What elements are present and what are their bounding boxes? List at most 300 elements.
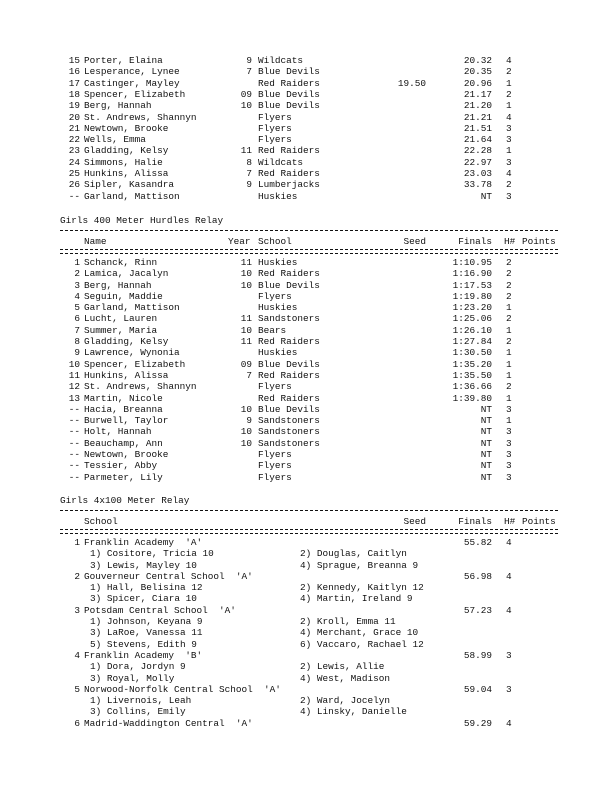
place-cell: 6 bbox=[74, 313, 80, 325]
relay-members-row bbox=[0, 695, 612, 706]
heat-cell: 4 bbox=[506, 55, 512, 66]
finals-cell: 1:26.10 bbox=[452, 324, 492, 336]
header-finals: Finals bbox=[458, 235, 492, 247]
relay-member: 3) Royal, Molly bbox=[90, 672, 175, 684]
heat-cell: 3 bbox=[506, 683, 512, 695]
school-cell: Red Raiders bbox=[258, 77, 320, 89]
athlete-name-cell: Lucht, Lauren bbox=[84, 313, 158, 325]
athlete-name-cell: Parmeter, Lily bbox=[84, 471, 163, 483]
place-cell: 13 bbox=[68, 392, 80, 404]
relay-team-row bbox=[0, 537, 612, 548]
header-points: Points bbox=[522, 235, 556, 247]
year-cell: 11 bbox=[240, 256, 252, 268]
result-row bbox=[0, 78, 612, 89]
heat-cell: 3 bbox=[506, 122, 512, 134]
relay-member: 1) Livernois, Leah bbox=[90, 695, 192, 707]
year-cell: 10 bbox=[240, 279, 252, 291]
place-cell: 10 bbox=[68, 358, 80, 370]
place-cell: 12 bbox=[68, 381, 80, 393]
year-cell: 10 bbox=[240, 100, 252, 112]
result-row bbox=[0, 134, 612, 145]
year-cell: 9 bbox=[246, 415, 252, 427]
place-cell: 20 bbox=[68, 111, 80, 123]
relay-member: 4) West, Madison bbox=[300, 672, 391, 684]
relay-members-row bbox=[0, 627, 612, 638]
athlete-name-cell: Spencer, Elizabeth bbox=[84, 88, 186, 100]
athlete-name-cell: Holt, Hannah bbox=[84, 426, 152, 438]
school-cell: Red Raiders bbox=[258, 336, 320, 347]
heat-cell: 2 bbox=[506, 66, 512, 78]
finals-cell: NT bbox=[480, 449, 492, 460]
year-cell: 09 bbox=[240, 358, 252, 370]
heat-cell: 3 bbox=[506, 437, 512, 449]
relay-member: 3) Spicer, Ciara 10 bbox=[90, 593, 197, 605]
athlete-name-cell: Lawrence, Wynonia bbox=[84, 347, 180, 359]
finals-cell: 21.51 bbox=[463, 122, 492, 134]
heat-cell: 3 bbox=[506, 649, 512, 661]
relay-member: 3) Collins, Emily bbox=[90, 706, 186, 718]
header-heat: H# bbox=[504, 515, 516, 527]
relay-members-row bbox=[0, 706, 612, 717]
school-cell: Flyers bbox=[258, 449, 292, 460]
heat-cell: 3 bbox=[506, 426, 512, 438]
school-cell: Wildcats bbox=[258, 55, 304, 66]
header-rule-top bbox=[60, 510, 558, 511]
heat-cell: 1 bbox=[506, 392, 512, 404]
header-finals: Finals bbox=[458, 515, 492, 527]
school-cell: Flyers bbox=[258, 290, 292, 302]
result-row bbox=[0, 100, 612, 111]
school-cell: Red Raiders bbox=[258, 392, 320, 404]
athlete-name-cell: St. Andrews, Shannyn bbox=[84, 111, 197, 123]
school-cell: Blue Devils bbox=[258, 100, 320, 112]
place-cell: 25 bbox=[68, 168, 80, 179]
heat-cell: 3 bbox=[506, 190, 512, 202]
header-school: School bbox=[84, 515, 118, 527]
school-cell: Huskies bbox=[258, 256, 298, 268]
school-cell: Sandstoners bbox=[258, 426, 320, 438]
school-cell: Blue Devils bbox=[258, 403, 320, 415]
place-cell: -- bbox=[68, 415, 80, 427]
relay-member: 1) Hall, Belisina 12 bbox=[90, 582, 203, 594]
header-rule-top bbox=[60, 230, 558, 231]
result-row bbox=[0, 325, 612, 336]
school-cell: Flyers bbox=[258, 471, 292, 483]
relay-member: 4) Martin, Ireland 9 bbox=[300, 593, 413, 605]
result-row bbox=[0, 268, 612, 279]
heat-cell: 3 bbox=[506, 156, 512, 168]
relay-member: 2) Lewis, Allie bbox=[300, 661, 385, 673]
place-cell: 26 bbox=[68, 179, 80, 191]
relay-member: 5) Stevens, Edith 9 bbox=[90, 638, 197, 650]
finals-cell: 55.82 bbox=[463, 536, 492, 548]
result-row bbox=[0, 381, 612, 392]
place-cell: -- bbox=[68, 403, 80, 415]
heat-cell: 2 bbox=[506, 268, 512, 280]
result-row bbox=[0, 179, 612, 190]
finals-cell: 21.21 bbox=[463, 111, 492, 123]
relay-member: 1) Cositore, Tricia 10 bbox=[90, 548, 214, 560]
event-title: Girls 4x100 Meter Relay bbox=[60, 494, 190, 506]
finals-cell: 22.97 bbox=[463, 156, 492, 168]
athlete-name-cell: Castinger, Mayley bbox=[84, 77, 180, 89]
relay-member: 2) Douglas, Caitlyn bbox=[300, 548, 407, 560]
athlete-name-cell: Beauchamp, Ann bbox=[84, 437, 163, 449]
heat-cell: 1 bbox=[506, 415, 512, 427]
heat-cell: 4 bbox=[506, 111, 512, 123]
year-cell: 7 bbox=[246, 168, 252, 179]
finals-cell: NT bbox=[480, 403, 492, 415]
heat-cell: 2 bbox=[506, 313, 512, 325]
relay-team-name: Gouverneur Central School 'A' bbox=[84, 570, 253, 582]
column-header-row bbox=[0, 516, 612, 527]
school-cell: Huskies bbox=[258, 190, 298, 202]
place-cell: 15 bbox=[68, 55, 80, 66]
relay-team-row bbox=[0, 684, 612, 695]
finals-cell: 20.96 bbox=[463, 77, 492, 89]
place-cell: -- bbox=[68, 460, 80, 472]
relay-member: 2) Kroll, Emma 11 bbox=[300, 616, 396, 627]
heat-cell: 4 bbox=[506, 570, 512, 582]
header-name: Name bbox=[84, 235, 107, 247]
result-row bbox=[0, 460, 612, 471]
result-row bbox=[0, 415, 612, 426]
athlete-name-cell: Tessier, Abby bbox=[84, 460, 158, 472]
year-cell: 10 bbox=[240, 324, 252, 336]
finals-cell: 20.32 bbox=[463, 55, 492, 66]
athlete-name-cell: Berg, Hannah bbox=[84, 279, 152, 291]
heat-cell: 1 bbox=[506, 369, 512, 381]
school-cell: Flyers bbox=[258, 381, 292, 393]
result-row bbox=[0, 89, 612, 100]
header-school: School bbox=[258, 235, 292, 247]
athlete-name-cell: Gladding, Kelsy bbox=[84, 336, 169, 347]
heat-cell: 3 bbox=[506, 449, 512, 460]
result-row bbox=[0, 66, 612, 77]
header-points: Points bbox=[522, 515, 556, 527]
place-cell: -- bbox=[68, 471, 80, 483]
header-rule-bottom bbox=[60, 529, 558, 534]
result-row bbox=[0, 280, 612, 291]
place-cell: 19 bbox=[68, 100, 80, 112]
column-header-row bbox=[0, 236, 612, 247]
header-seed: Seed bbox=[403, 235, 426, 247]
place-cell: -- bbox=[68, 449, 80, 460]
athlete-name-cell: Martin, Nicole bbox=[84, 392, 163, 404]
header-heat: H# bbox=[504, 235, 516, 247]
heat-cell: 2 bbox=[506, 290, 512, 302]
place-cell: 22 bbox=[68, 134, 80, 146]
heat-cell: 3 bbox=[506, 471, 512, 483]
year-cell: 11 bbox=[240, 336, 252, 347]
year-cell: 7 bbox=[246, 66, 252, 78]
heat-cell: 4 bbox=[506, 168, 512, 179]
finals-cell: 33.78 bbox=[463, 179, 492, 191]
relay-team-row bbox=[0, 650, 612, 661]
finals-cell: NT bbox=[480, 426, 492, 438]
relay-members-row bbox=[0, 548, 612, 559]
school-cell: Wildcats bbox=[258, 156, 304, 168]
school-cell: Blue Devils bbox=[258, 66, 320, 78]
heat-cell: 4 bbox=[506, 717, 512, 729]
year-cell: 9 bbox=[246, 179, 252, 191]
heat-cell: 2 bbox=[506, 179, 512, 191]
school-cell: Red Raiders bbox=[258, 145, 320, 157]
athlete-name-cell: Gladding, Kelsy bbox=[84, 145, 169, 157]
heat-cell: 3 bbox=[506, 134, 512, 146]
finals-cell: 22.28 bbox=[463, 145, 492, 157]
place-cell: 23 bbox=[68, 145, 80, 157]
place-cell: 16 bbox=[68, 66, 80, 78]
finals-cell: 1:25.06 bbox=[452, 313, 492, 325]
finals-cell: 23.03 bbox=[463, 168, 492, 179]
athlete-name-cell: Hacia, Breanna bbox=[84, 403, 163, 415]
heat-cell: 2 bbox=[506, 256, 512, 268]
place-cell: 18 bbox=[68, 88, 80, 100]
place-cell: 4 bbox=[74, 290, 80, 302]
place-cell: 2 bbox=[74, 268, 80, 280]
finals-cell: 56.98 bbox=[463, 570, 492, 582]
result-row bbox=[0, 404, 612, 415]
relay-members-row bbox=[0, 639, 612, 650]
place-cell: 1 bbox=[74, 256, 80, 268]
place-cell: 4 bbox=[74, 649, 80, 661]
school-cell: Flyers bbox=[258, 460, 292, 472]
result-row bbox=[0, 449, 612, 460]
finals-cell: 21.64 bbox=[463, 134, 492, 146]
finals-cell: 21.20 bbox=[463, 100, 492, 112]
relay-member: 3) Lewis, Mayley 10 bbox=[90, 559, 197, 571]
relay-member: 1) Dora, Jordyn 9 bbox=[90, 661, 186, 673]
school-cell: Flyers bbox=[258, 134, 292, 146]
finals-cell: 21.17 bbox=[463, 88, 492, 100]
relay-members-row bbox=[0, 673, 612, 684]
result-row bbox=[0, 291, 612, 302]
athlete-name-cell: Newtown, Brooke bbox=[84, 449, 169, 460]
relay-member: 4) Sprague, Breanna 9 bbox=[300, 559, 419, 571]
result-row bbox=[0, 438, 612, 449]
finals-cell: 59.04 bbox=[463, 683, 492, 695]
place-cell: 21 bbox=[68, 122, 80, 134]
relay-team-name: Potsdam Central School 'A' bbox=[84, 604, 236, 616]
athlete-name-cell: Lamica, Jacalyn bbox=[84, 268, 169, 280]
athlete-name-cell: St. Andrews, Shannyn bbox=[84, 381, 197, 393]
result-row bbox=[0, 347, 612, 358]
relay-member: 3) LaRoe, Vanessa 11 bbox=[90, 627, 203, 639]
place-cell: 2 bbox=[74, 570, 80, 582]
heat-cell: 1 bbox=[506, 100, 512, 112]
heat-cell: 1 bbox=[506, 302, 512, 314]
relay-team-name: Franklin Academy 'A' bbox=[84, 536, 203, 548]
heat-cell: 1 bbox=[506, 145, 512, 157]
place-cell: -- bbox=[68, 437, 80, 449]
school-cell: Red Raiders bbox=[258, 369, 320, 381]
athlete-name-cell: Hunkins, Alissa bbox=[84, 168, 169, 179]
relay-team-name: Norwood-Norfolk Central School 'A' bbox=[84, 683, 281, 695]
year-cell: 10 bbox=[240, 426, 252, 438]
relay-member: 4) Linsky, Danielle bbox=[300, 706, 407, 718]
place-cell: 6 bbox=[74, 717, 80, 729]
place-cell: 9 bbox=[74, 347, 80, 359]
year-cell: 09 bbox=[240, 88, 252, 100]
heat-cell: 3 bbox=[506, 403, 512, 415]
result-row bbox=[0, 370, 612, 381]
seed-cell: 19.50 bbox=[397, 77, 426, 89]
finals-cell: 20.35 bbox=[463, 66, 492, 78]
place-cell: 24 bbox=[68, 156, 80, 168]
year-cell: 11 bbox=[240, 145, 252, 157]
athlete-name-cell: Hunkins, Alissa bbox=[84, 369, 169, 381]
relay-team-name: Franklin Academy 'B' bbox=[84, 649, 203, 661]
finals-cell: 59.29 bbox=[463, 717, 492, 729]
relay-members-row bbox=[0, 661, 612, 672]
relay-members-row bbox=[0, 616, 612, 627]
result-row bbox=[0, 55, 612, 66]
school-cell: Blue Devils bbox=[258, 88, 320, 100]
heat-cell: 2 bbox=[506, 381, 512, 393]
result-row bbox=[0, 157, 612, 168]
finals-cell: 1:30.50 bbox=[452, 347, 492, 359]
place-cell: 8 bbox=[74, 336, 80, 347]
relay-members-row bbox=[0, 582, 612, 593]
relay-team-row bbox=[0, 605, 612, 616]
result-row bbox=[0, 123, 612, 134]
heat-cell: 1 bbox=[506, 324, 512, 336]
result-row bbox=[0, 393, 612, 404]
athlete-name-cell: Sipler, Kasandra bbox=[84, 179, 175, 191]
heat-cell: 2 bbox=[506, 336, 512, 347]
athlete-name-cell: Garland, Mattison bbox=[84, 302, 180, 314]
heat-cell: 1 bbox=[506, 347, 512, 359]
result-row bbox=[0, 426, 612, 437]
school-cell: Huskies bbox=[258, 302, 298, 314]
event-title: Girls 400 Meter Hurdles Relay bbox=[60, 214, 224, 226]
finals-cell: 1:27.84 bbox=[452, 336, 492, 347]
finals-cell: 1:35.20 bbox=[452, 358, 492, 370]
place-cell: -- bbox=[68, 426, 80, 438]
year-cell: 10 bbox=[240, 437, 252, 449]
finals-cell: 1:19.80 bbox=[452, 290, 492, 302]
athlete-name-cell: Wells, Emma bbox=[84, 134, 146, 146]
relay-member: 1) Johnson, Keyana 9 bbox=[90, 616, 203, 627]
finals-cell: 1:36.66 bbox=[452, 381, 492, 393]
place-cell: -- bbox=[68, 190, 80, 202]
result-row bbox=[0, 168, 612, 179]
school-cell: Blue Devils bbox=[258, 358, 320, 370]
heat-cell: 4 bbox=[506, 604, 512, 616]
header-seed: Seed bbox=[403, 515, 426, 527]
relay-team-name: Madrid-Waddington Central 'A' bbox=[84, 717, 253, 729]
result-row bbox=[0, 302, 612, 313]
place-cell: 11 bbox=[68, 369, 80, 381]
finals-cell: 58.99 bbox=[463, 649, 492, 661]
finals-cell: NT bbox=[480, 460, 492, 472]
athlete-name-cell: Garland, Mattison bbox=[84, 190, 180, 202]
relay-member: 6) Vaccaro, Rachael 12 bbox=[300, 638, 424, 650]
school-cell: Sandstoners bbox=[258, 437, 320, 449]
athlete-name-cell: Seguin, Maddie bbox=[84, 290, 163, 302]
heat-cell: 1 bbox=[506, 358, 512, 370]
school-cell: Red Raiders bbox=[258, 168, 320, 179]
place-cell: 17 bbox=[68, 77, 80, 89]
school-cell: Flyers bbox=[258, 122, 292, 134]
athlete-name-cell: Spencer, Elizabeth bbox=[84, 358, 186, 370]
result-row bbox=[0, 472, 612, 483]
finals-cell: 1:10.95 bbox=[452, 256, 492, 268]
athlete-name-cell: Berg, Hannah bbox=[84, 100, 152, 112]
athlete-name-cell: Simmons, Halie bbox=[84, 156, 163, 168]
place-cell: 7 bbox=[74, 324, 80, 336]
place-cell: 3 bbox=[74, 604, 80, 616]
header-rule-bottom bbox=[60, 249, 558, 254]
finals-cell: NT bbox=[480, 437, 492, 449]
year-cell: 9 bbox=[246, 55, 252, 66]
heat-cell: 3 bbox=[506, 460, 512, 472]
school-cell: Blue Devils bbox=[258, 279, 320, 291]
school-cell: Flyers bbox=[258, 111, 292, 123]
place-cell: 1 bbox=[74, 536, 80, 548]
athlete-name-cell: Porter, Elaina bbox=[84, 55, 163, 66]
finals-cell: 1:35.50 bbox=[452, 369, 492, 381]
result-row bbox=[0, 336, 612, 347]
relay-member: 2) Ward, Jocelyn bbox=[300, 695, 391, 707]
relay-team-row bbox=[0, 718, 612, 729]
finals-cell: 1:16.90 bbox=[452, 268, 492, 280]
school-cell: Bears bbox=[258, 324, 287, 336]
year-cell: 10 bbox=[240, 403, 252, 415]
heat-cell: 4 bbox=[506, 536, 512, 548]
place-cell: 5 bbox=[74, 302, 80, 314]
finals-cell: 1:23.20 bbox=[452, 302, 492, 314]
finals-cell: NT bbox=[480, 415, 492, 427]
school-cell: Huskies bbox=[258, 347, 298, 359]
year-cell: 7 bbox=[246, 369, 252, 381]
athlete-name-cell: Burwell, Taylor bbox=[84, 415, 169, 427]
place-cell: 3 bbox=[74, 279, 80, 291]
finals-cell: 1:39.80 bbox=[452, 392, 492, 404]
result-row bbox=[0, 257, 612, 268]
heat-cell: 2 bbox=[506, 279, 512, 291]
athlete-name-cell: Summer, Maria bbox=[84, 324, 158, 336]
year-cell: 10 bbox=[240, 268, 252, 280]
finals-cell: NT bbox=[480, 190, 492, 202]
year-cell: 8 bbox=[246, 156, 252, 168]
finals-cell: NT bbox=[480, 471, 492, 483]
school-cell: Sandstoners bbox=[258, 313, 320, 325]
result-row bbox=[0, 145, 612, 156]
relay-members-row bbox=[0, 560, 612, 571]
result-row bbox=[0, 112, 612, 123]
place-cell: 5 bbox=[74, 683, 80, 695]
athlete-name-cell: Schanck, Rinn bbox=[84, 256, 158, 268]
result-row bbox=[0, 313, 612, 324]
athlete-name-cell: Newtown, Brooke bbox=[84, 122, 169, 134]
finals-cell: 57.23 bbox=[463, 604, 492, 616]
school-cell: Red Raiders bbox=[258, 268, 320, 280]
relay-member: 2) Kennedy, Kaitlyn 12 bbox=[300, 582, 424, 594]
finals-cell: 1:17.53 bbox=[452, 279, 492, 291]
relay-team-row bbox=[0, 571, 612, 582]
result-row bbox=[0, 359, 612, 370]
athlete-name-cell: Lesperance, Lynee bbox=[84, 66, 180, 78]
school-cell: Sandstoners bbox=[258, 415, 320, 427]
relay-member: 4) Merchant, Grace 10 bbox=[300, 627, 419, 639]
heat-cell: 1 bbox=[506, 77, 512, 89]
header-year: Year bbox=[228, 235, 251, 247]
year-cell: 11 bbox=[240, 313, 252, 325]
relay-members-row bbox=[0, 593, 612, 604]
school-cell: Lumberjacks bbox=[258, 179, 320, 191]
